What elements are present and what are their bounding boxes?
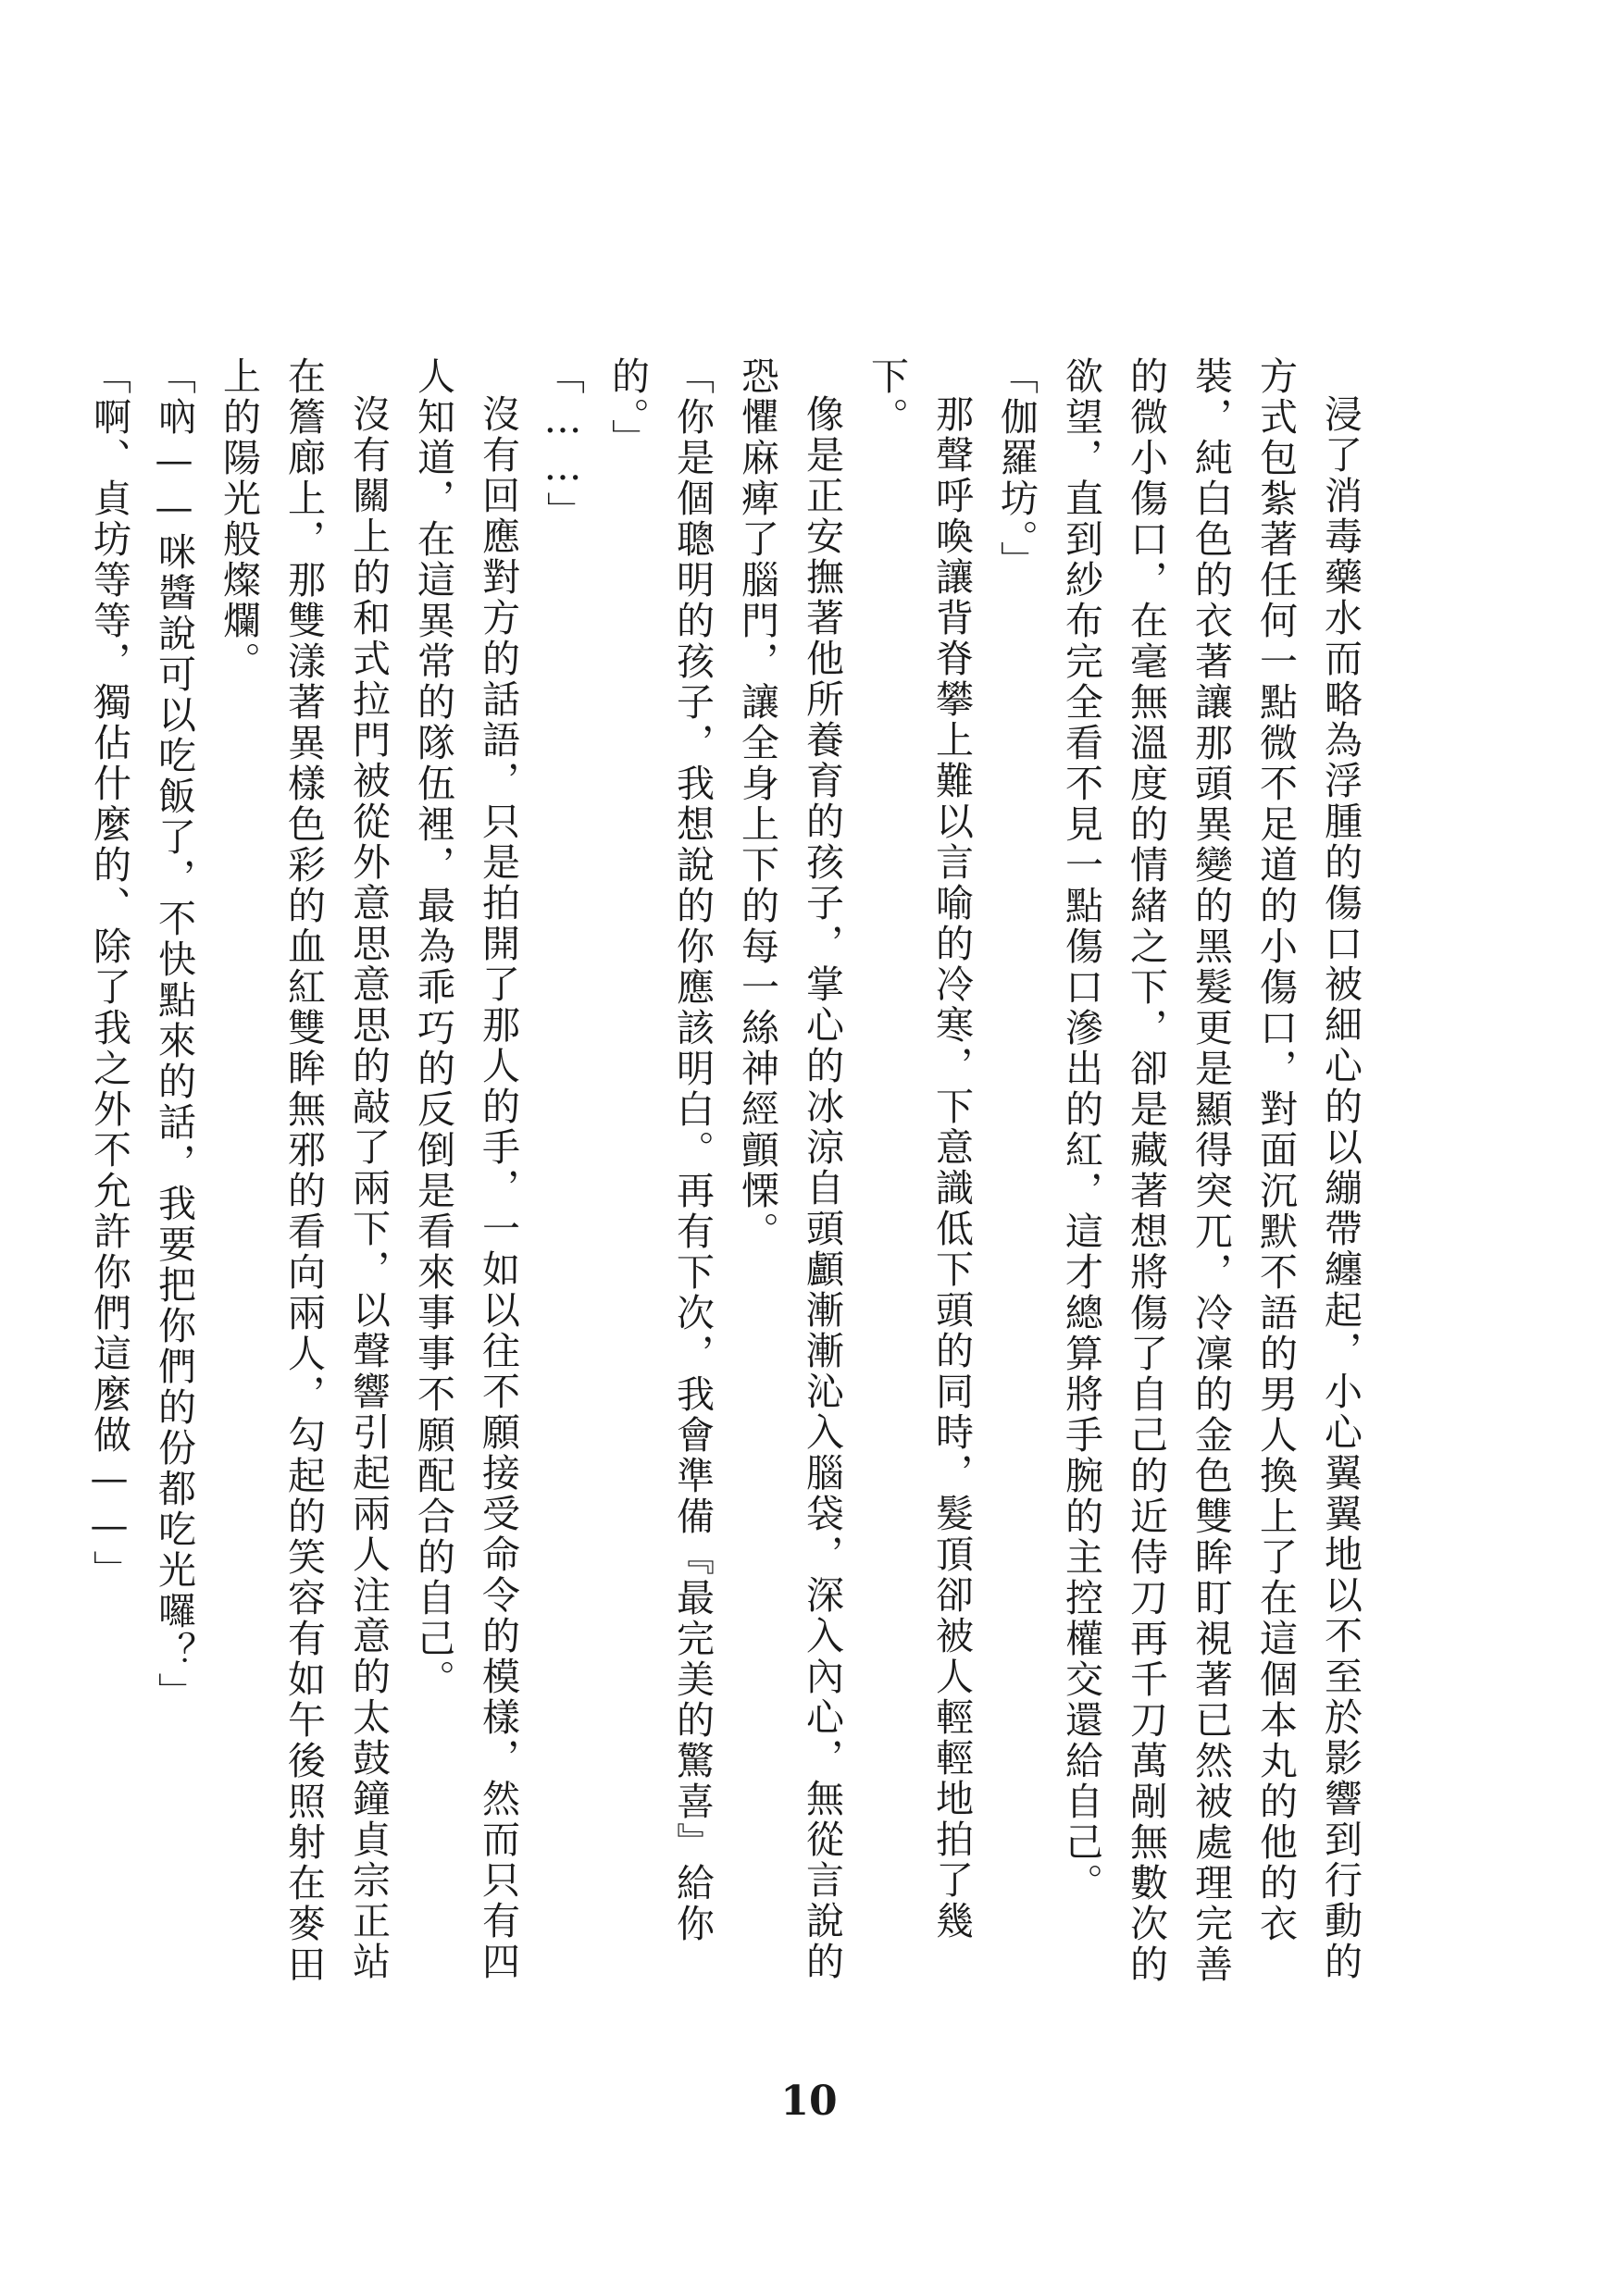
paragraph: 像是正安撫著他所養育的孩子，掌心的冰涼自頭顱漸漸沁入腦袋，深入內心，無從言說的恐懼麻痺了腦門，讓全身上下的每一絲神經顫慄。 [735, 356, 844, 1982]
paragraph: 沒有關上的和式拉門被從外意思意思的敲了兩下，以聲響引起兩人注意的太鼓鐘貞宗正站在簷廊上，那雙漾著異樣色彩的血紅雙眸無邪的看向兩人，勾起的笑容有如午後照射在麥田上的陽光般燦爛。 [217, 356, 391, 1985]
vertical-text-body [87, 356, 1373, 2013]
dialogue-line: 「啊、貞坊等等，獨佔什麼的、除了我之外不允許你們這麼做——」 [87, 356, 131, 1591]
dialogue-line: 「你是個聰明的孩子，我想說的你應該明白。再有下次，我會準備『最完美的驚喜』給你的。」 [605, 356, 715, 1944]
dialogue-line: 「伽羅坊。」 [994, 356, 1039, 582]
dialogue-line: 「……」 [541, 356, 585, 532]
paragraph: 浸了消毒藥水而略為浮腫的傷口被細心的以繃帶纏起，小心翼翼地以不至於影響到行動的方式包紮著任何一點微不足道的小傷口，對面沉默不語的男人換上了在這個本丸的他的衣裝，純白色的衣著讓那頭異變的黑髮更是顯得突兀，冷凜的金色雙眸盯視著已然被處理完善的微小傷口，在毫無溫度的情緒之下，卻是藏著想將傷了自己的近侍刀再千刀萬剮無數次的欲望，直到紗布完全看不見一點傷口滲出的紅，這才總算將手腕的主控權交還給自己。 [1059, 356, 1363, 1985]
paragraph: 那聲呼喚讓背脊攀上難以言喻的冷寒，下意識低下頭的同時，髮頂卻被人輕輕地拍了幾下。 [865, 356, 974, 1942]
paragraph: 沒有回應對方的話語，只是拍開了那人的手，一如以往不願接受命令的模樣，然而只有四人知道，在這異常的隊伍裡，最為乖巧的反倒是看來事事不願配合的自己。 [411, 356, 520, 1982]
page-number: 10 [780, 2078, 838, 2125]
dialogue-line: 「吶——咪醬說可以吃飯了，不快點來的話，我要把你們的份都吃光囉？」 [152, 356, 196, 1713]
